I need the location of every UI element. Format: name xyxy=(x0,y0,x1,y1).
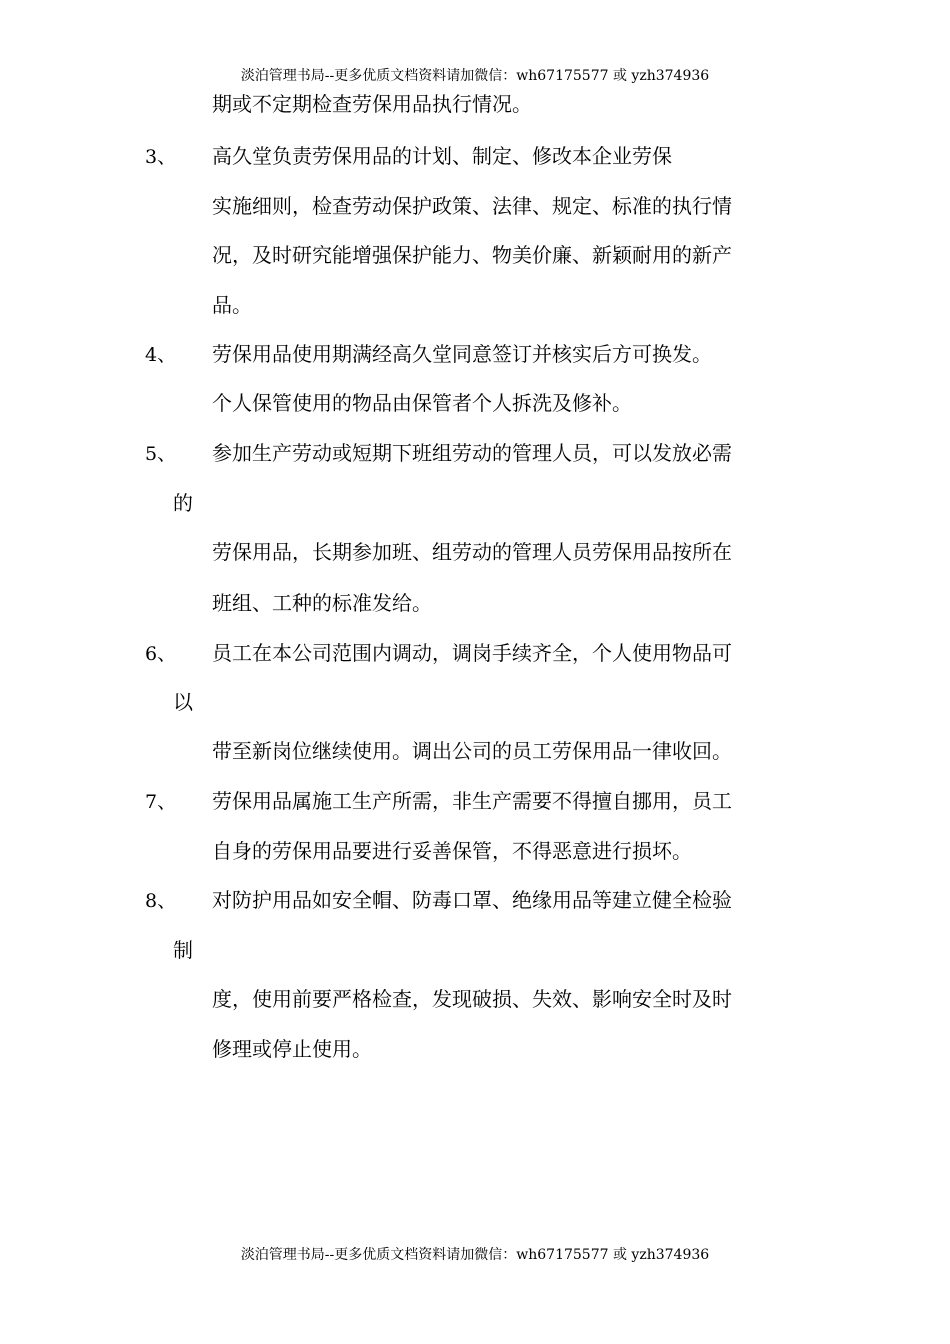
item-4-line-1: 劳保用品使用期满经高久堂同意签订并核实后方可换发。 xyxy=(212,342,712,366)
item-5-line-2: 的 xyxy=(173,491,193,515)
item-number-4: 4、 xyxy=(145,344,177,366)
page-footer: 淡泊管理书局--更多优质文档资料请加微信：wh67175577 或 yzh374936 xyxy=(240,1247,710,1263)
item-6-line-3: 带至新岗位继续使用。调出公司的员工劳保用品一律收回。 xyxy=(212,739,732,763)
item-6-line-2: 以 xyxy=(173,690,193,714)
item-number-7: 7、 xyxy=(145,791,177,813)
page-header: 淡泊管理书局--更多优质文档资料请加微信：wh67175577 或 yzh374936 xyxy=(240,68,710,84)
item-8-line-1: 对防护用品如安全帽、防毒口罩、绝缘用品等建立健全检验 xyxy=(212,888,732,912)
item-number-8: 8、 xyxy=(145,890,177,912)
item-8-line-3: 度，使用前要严格检查，发现破损、失效、影响安全时及时 xyxy=(212,987,732,1011)
item-number-6: 6、 xyxy=(145,643,177,665)
item-number-3: 3、 xyxy=(145,146,177,168)
item-5-line-3: 劳保用品，长期参加班、组劳动的管理人员劳保用品按所在 xyxy=(212,540,732,564)
item-3-line-1: 高久堂负责劳保用品的计划、制定、修改本企业劳保 xyxy=(212,144,672,168)
item-5-line-4: 班组、工种的标准发给。 xyxy=(212,591,432,615)
item-4-line-2: 个人保管使用的物品由保管者个人拆洗及修补。 xyxy=(212,391,632,415)
item-8-line-2: 制 xyxy=(173,938,193,962)
item-8-line-4: 修理或停止使用。 xyxy=(212,1037,372,1061)
item-7-line-1: 劳保用品属施工生产所需，非生产需要不得擅自挪用，员工 xyxy=(212,789,732,813)
item-3-line-4: 品。 xyxy=(212,293,252,317)
item-3-line-2: 实施细则，检查劳动保护政策、法律、规定、标准的执行情 xyxy=(212,194,732,218)
item-6-line-1: 员工在本公司范围内调动，调岗手续齐全，个人使用物品可 xyxy=(212,641,732,665)
item-5-line-1: 参加生产劳动或短期下班组劳动的管理人员，可以发放必需 xyxy=(212,441,732,465)
item-number-5: 5、 xyxy=(145,443,177,465)
item-7-line-2: 自身的劳保用品要进行妥善保管，不得恶意进行损坏。 xyxy=(212,839,692,863)
item-3-line-3: 况，及时研究能增强保护能力、物美价廉、新颖耐用的新产 xyxy=(212,243,732,267)
continuation-line: 期或不定期检查劳保用品执行情况。 xyxy=(212,92,532,116)
